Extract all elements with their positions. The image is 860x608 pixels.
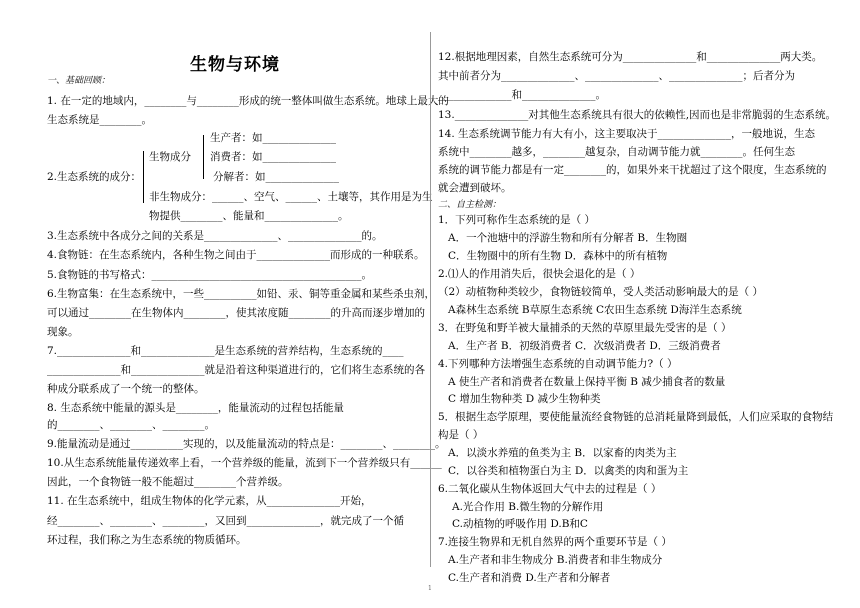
option-line: C．生物圈中的所有生物 D．森林中的所有植物 [448, 250, 668, 262]
left-line: 生态系统是________。 [47, 114, 152, 126]
section-heading-selftest: 二、自主检测： [438, 200, 502, 210]
option-line: C.生产者和消费 D.生产者和分解者 [448, 572, 611, 584]
question-line: 6.二氧化碳从生物体返回大气中去的过程是（ ） [438, 483, 662, 495]
left-line: 分解者：如______________ [213, 171, 339, 183]
left-line: 2.生态系统的成分： [47, 171, 142, 183]
question-line: 5．根据生态学原理，要使能量流经食物链的总消耗量降到最低，人们应采取的食物结 [438, 411, 834, 423]
option-line: A．一个池塘中的浮游生物和所有分解者 B．生物圈 [448, 232, 688, 244]
right-line: ______________和______________。 [438, 89, 606, 101]
right-line: 就会遭到破坏。 [438, 182, 512, 194]
left-line: 经________、________、________，又回到______________，就完成了一个循 [47, 515, 404, 527]
left-line: 非生物成分：______、空气、______、土壤等，其作用是为生 [149, 191, 433, 203]
left-line: 生产者：如______________ [210, 132, 336, 144]
option-line: A.光合作用 B.微生物的分解作用 [452, 501, 604, 513]
left-line: 生物成分 [149, 151, 191, 163]
right-line: 13.______________对其他生态系统具有很大的依赖性,因而也是非常脆弱的生态系统。 [438, 109, 837, 121]
option-line: C.动植物的呼吸作用 D.B和C [452, 518, 588, 530]
left-line: 8. 生态系统中能量的源头是________，能量流动的过程包括能量 [47, 402, 344, 414]
question-line: （2）动植物种类较少，食物链较简单，受人类活动影响最大的是（ ） [438, 286, 764, 298]
left-line: 5.食物链的书写格式：________________________________________。 [47, 269, 373, 281]
page-title: 生物与环境 [190, 55, 280, 75]
left-line: 10.从生态系统能量传递效率上看，一个营养级的能量，流到下一个营养级只有______ [47, 457, 442, 469]
left-line: 种成分联系成了一个统一的整体。 [47, 383, 205, 395]
option-line: A.生产者和非生物成分 B.消费者和非生物成分 [448, 554, 663, 566]
option-line: C．以谷类和植物蛋白为主 D．以禽类的肉和蛋为主 [448, 465, 689, 477]
question-line: 7.连接生物界和无机自然界的两个重要环节是（ ） [438, 536, 672, 548]
column-divider [430, 32, 431, 567]
left-line: 可以通过________在生物体内________，使其浓度随________的升高而逐步增加的 [47, 307, 425, 319]
left-line: 11. 在生态系统中，组成生物体的化学元素，从______________开始， [47, 495, 372, 507]
section-heading-review: 一、基础回顾： [47, 76, 111, 86]
option-line: A森林生态系统 B草原生态系统 C农田生态系统 D海洋生态系统 [448, 304, 742, 316]
left-line: 9.能量流动是通过__________实现的，以及能量流动的特点是：________、________。 [47, 438, 446, 450]
brace-components [143, 151, 144, 203]
left-line: 6.生物富集：在生态系统中，一些__________如铅、汞、铜等重金属和某些杀虫剂， [47, 288, 436, 300]
option-line: C 增加生物种类 D 减少生物种类 [448, 393, 601, 405]
left-line: 物提供________、能量和______________。 [149, 210, 349, 222]
page-number: 1 [428, 585, 432, 592]
right-line: 其中前者分为______________、______________、______________；后者分为 [438, 70, 795, 82]
option-line: A．生产者 B．初级消费者 C．次级消费者 D．三级消费者 [448, 340, 721, 352]
question-line: 4.下列哪种方法增强生态系统的自动调节能力?（ ） [438, 358, 678, 370]
left-line: 7.______________和______________是生态系统的营养结构，生态系统的____ [47, 345, 404, 357]
right-line: 14. 生态系统调节能力有大有小，这主要取决于______________，一般地说，生态 [438, 128, 816, 140]
question-line: 2.⑴人的作用消失后，很快会退化的是（ ） [438, 268, 641, 280]
right-line: 系统的调节能力都是有一定________的，如果外来干扰超过了这个限度，生态系统的 [438, 164, 827, 176]
option-line: A 使生产者和消费者在数量上保持平衡 B 减少捕食者的数量 [448, 376, 726, 388]
option-line: A．以淡水养殖的鱼类为主 B．以家畜的肉类为主 [448, 447, 677, 459]
left-line: ______________和______________就是沿着这种渠道进行的，它们将生态系统的各 [47, 364, 425, 376]
right-line: 系统中________越多，________越复杂，自动调节能力就________。任何生态 [438, 146, 795, 158]
brace-biotic [203, 135, 204, 179]
left-line: 3.生态系统中各成分之间的关系是______________、______________的。 [47, 230, 383, 242]
left-line: 4.食物链：在生态系统内，各种生物之间由于______________而形成的一种联系。 [47, 249, 425, 261]
left-line: 消费者：如______________ [210, 151, 336, 163]
question-line: 构是（ ） [438, 429, 484, 441]
right-line: 12.根据地理因素，自然生态系统可分为______________和______________两大类。 [438, 51, 823, 63]
left-line: 环过程，我们称之为生态系统的物质循环。 [47, 534, 247, 546]
left-line: 现象。 [47, 326, 79, 338]
question-line: 3．在野兔和野羊被大量捕杀的天然的草原里最先受害的是（ ） [438, 322, 732, 334]
question-line: 1．下列可称作生态系统的是（ ） [438, 214, 596, 226]
left-line: 的________、________、________。 [47, 419, 215, 431]
left-line: 1. 在一定的地域内，________与________形成的统一整体叫做生态系统。地球上最大的 [47, 95, 449, 107]
left-line: 因此，一个食物链一般不能超过________个营养级。 [47, 476, 289, 488]
